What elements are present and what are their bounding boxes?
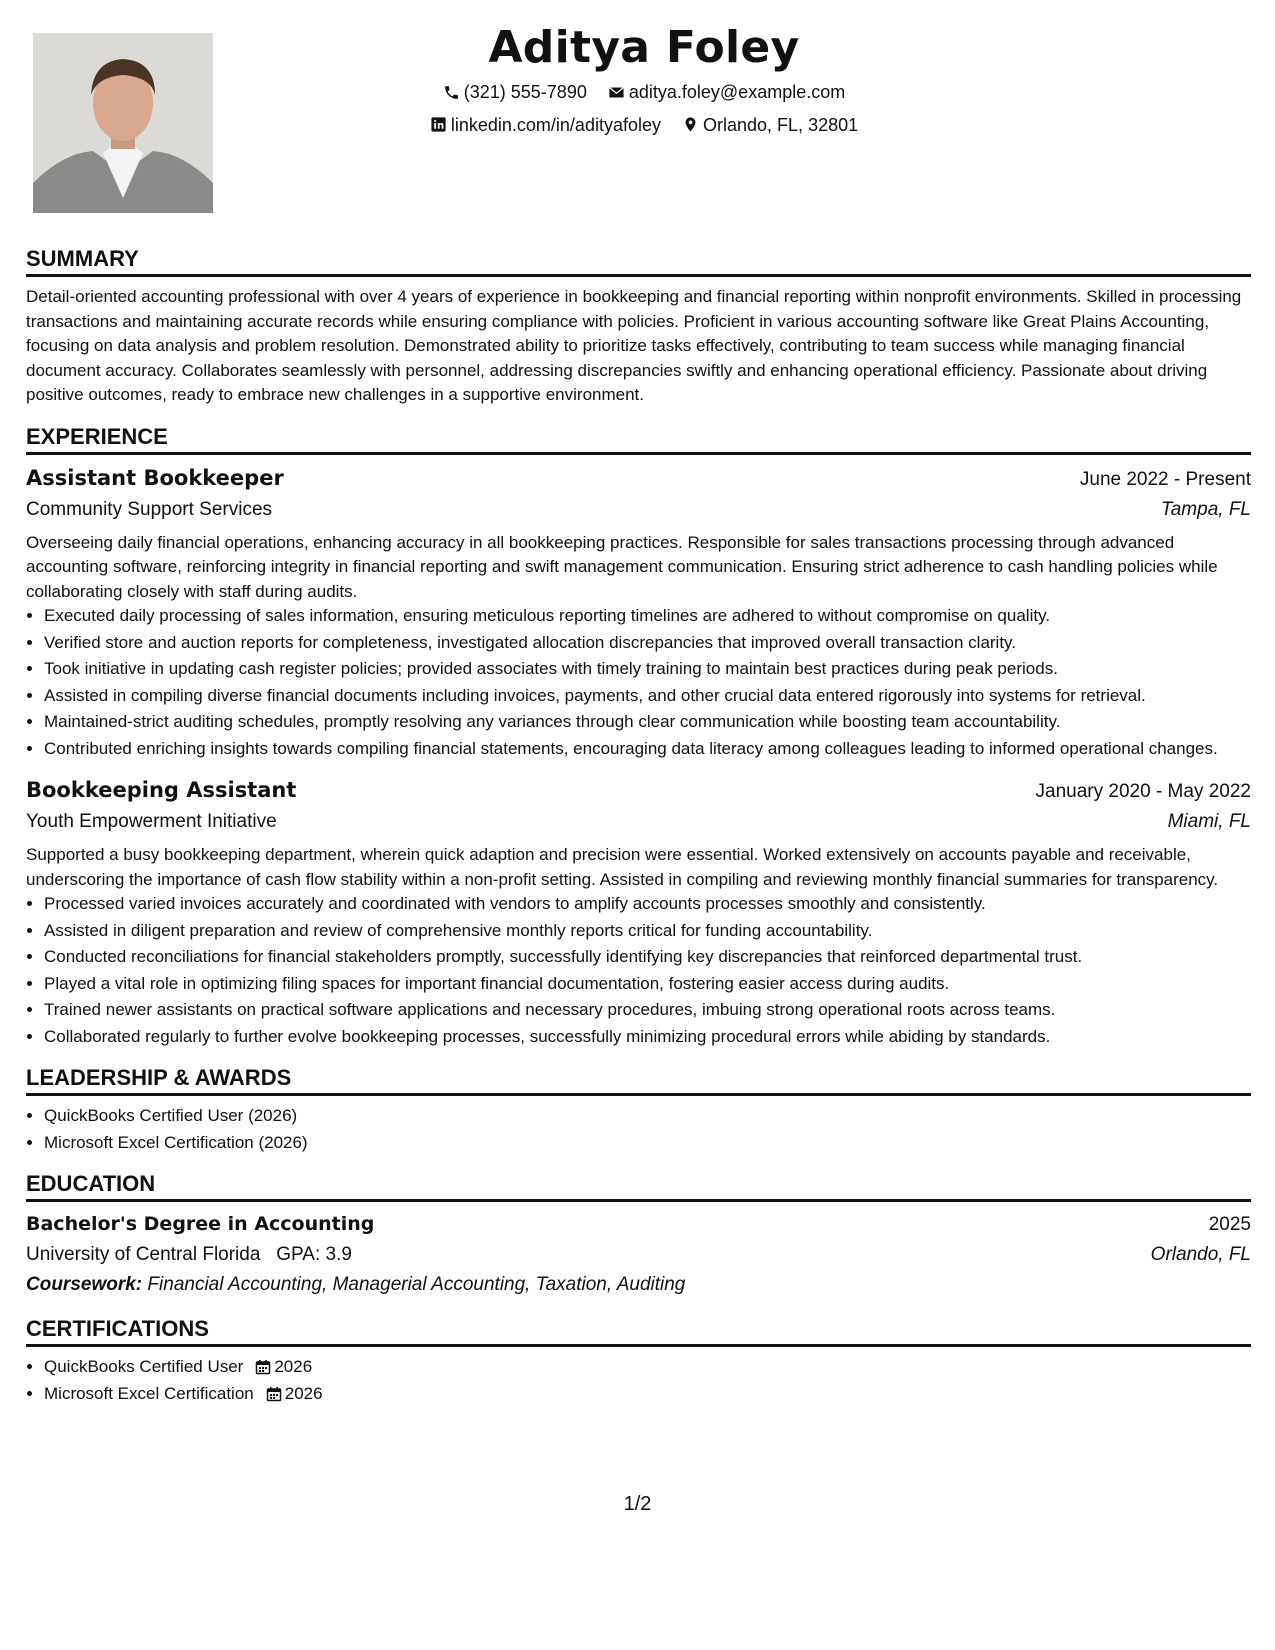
- education-heading: EDUCATION: [26, 1171, 1251, 1202]
- leadership-heading: LEADERSHIP & AWARDS: [26, 1065, 1251, 1096]
- gpa: GPA: 3.9: [276, 1244, 352, 1265]
- leadership-item: • Microsoft Excel Certification (2026): [44, 1131, 1251, 1156]
- job-bullet: • Executed daily processing of sales information, ensuring meticulous reporting timelines are adhered to without compromise on quality.: [44, 604, 1251, 629]
- phone-text: (321) 555-7890: [463, 82, 587, 102]
- job-dates: January 2020 - May 2022: [1035, 781, 1251, 802]
- degree-name: Bachelor's Degree in Accounting: [26, 1213, 375, 1235]
- job-bullet: • Trained newer assistants on practical software applications and necessary procedures, imbuing strong operational roots across teams.: [44, 998, 1251, 1023]
- school-name: University of Central Florida: [26, 1244, 261, 1265]
- education-section: [26, 1171, 1251, 1300]
- coursework-list: Financial Accounting, Managerial Accounting, Taxation, Auditing: [147, 1274, 686, 1295]
- profile-photo: [33, 33, 213, 213]
- job-bullet: • Played a vital role in optimizing filing spaces for important financial documentation, fostering easier access during audits.: [44, 972, 1251, 997]
- certification-date: [266, 1382, 323, 1407]
- job-bullet: • Conducted reconciliations for financial stakeholders promptly, successfully identifying key discrepancies that reinforced departmental trust.: [44, 945, 1251, 970]
- certifications-list: [26, 1355, 1251, 1406]
- linkedin-text: linkedin.com/in/adityafoley: [450, 114, 661, 135]
- candidate-name: Aditya Foley: [488, 22, 800, 73]
- job-bullet: • Assisted in diligent preparation and review of comprehensive monthly reports critical for funding accountability.: [44, 919, 1251, 944]
- certifications-heading: CERTIFICATIONS: [26, 1316, 1251, 1347]
- leadership-list: [26, 1104, 1251, 1155]
- certification-year: 2026: [284, 1383, 323, 1403]
- location-contact: [682, 113, 858, 137]
- job-title: Bookkeeping Assistant: [26, 778, 297, 802]
- job-bullet: • Assisted in compiling diverse financial documents including invoices, payments, and other crucial data entered rigorously into systems for retrieval.: [44, 684, 1251, 709]
- certification-item: [44, 1355, 1251, 1380]
- graduation-year: 2025: [1208, 1214, 1251, 1235]
- email-text: aditya.foley@example.com: [628, 82, 846, 102]
- job-bullet: • Maintained-strict auditing schedules, promptly resolving any variances through clear communication while boosting team accountability.: [44, 710, 1251, 735]
- coursework-label: Coursework:: [26, 1274, 143, 1295]
- job-bullets: [26, 892, 1251, 1049]
- resume-content: [26, 246, 1251, 1422]
- job-location: Tampa, FL: [1160, 498, 1251, 520]
- experience-heading: EXPERIENCE: [26, 424, 1251, 455]
- phone-icon: [443, 84, 460, 101]
- contact-line-2: [213, 113, 1075, 140]
- job-bullet: • Verified store and auction reports for completeness, investigated allocation discrepancies that improved overall transaction clarity.: [44, 631, 1251, 656]
- envelope-icon: [608, 84, 625, 101]
- calendar-icon: [255, 1359, 271, 1375]
- summary-text: Detail-oriented accounting professional with over 4 years of experience in bookkeeping and financial reporting within nonprofit environments. Skilled in processing transactions and maintaining accurate records while ensuring compliance with policies. Proficient in various accounting software like Great Plains Accounting, focusing on data analysis and problem resolution. Demonstrated ability to prioritize tasks effectively, contributing to team success while managing financial document accuracy. Collaborates seamlessly with personnel, addressing discrepancies swiftly and enhancing operational efficiency. Passionate about driving positive outcomes, ready to embrace new challenges in a supportive environment.: [26, 287, 1242, 404]
- phone-contact[interactable]: [443, 80, 587, 104]
- email-contact[interactable]: [608, 80, 845, 104]
- page-number: 1/2: [623, 1493, 652, 1515]
- job-bullet: • Took initiative in updating cash register policies; provided associates with timely training to maintain best practices during peak periods.: [44, 657, 1251, 682]
- certification-item: [44, 1382, 1251, 1407]
- job-bullets: [26, 604, 1251, 761]
- certification-year: 2026: [274, 1357, 313, 1376]
- leadership-section: [26, 1065, 1251, 1155]
- job-dates: June 2022 - Present: [1079, 468, 1251, 490]
- experience-section: [26, 424, 1251, 1050]
- job-description: Overseeing daily financial operations, enhancing accuracy in all bookkeeping practices. Responsible for sales transactions processing through advanced accounting software, reinforcing integrity in financial reporting and swift management communication. Ensuring strict adherence to cash handling policies while collaborating closely with staff during audits.: [26, 532, 1218, 601]
- job-title: Assistant Bookkeeper: [26, 465, 284, 490]
- portrait-image: [33, 33, 213, 213]
- location-text: Orlando, FL, 32801: [703, 114, 859, 135]
- school-location: Orlando, FL: [1150, 1244, 1251, 1265]
- job-location: Miami, FL: [1167, 811, 1251, 832]
- leadership-item: • QuickBooks Certified User (2026): [44, 1104, 1251, 1129]
- summary-heading: SUMMARY: [26, 246, 1251, 277]
- job-organization: Community Support Services: [26, 498, 273, 520]
- job-entry: [26, 463, 1251, 762]
- map-pin-icon: [682, 116, 699, 133]
- resume-header: [213, 22, 1075, 139]
- certification-date: [255, 1355, 312, 1380]
- job-organization: Youth Empowerment Initiative: [26, 811, 277, 832]
- job-entry: [26, 775, 1251, 1049]
- certification-name: • QuickBooks Certified User: [44, 1357, 244, 1376]
- certifications-section: [26, 1316, 1251, 1406]
- job-description: Supported a busy bookkeeping department, wherein quick adaption and precision were essential. Worked extensively on accounts payable and receivable, underscoring the importance of cash flow stability within a non-profit setting. Assisted in compiling and reviewing monthly financial summaries for transparency.: [26, 845, 1219, 889]
- contact-line-1: [213, 80, 1075, 107]
- certification-name: • Microsoft Excel Certification: [44, 1383, 254, 1403]
- job-bullet: • Contributed enriching insights towards compiling financial statements, encouraging data literacy among colleagues leading to informed operational changes.: [44, 737, 1251, 762]
- coursework-line: [26, 1270, 1251, 1300]
- summary-section: [26, 246, 1251, 408]
- linkedin-icon: [430, 116, 447, 133]
- linkedin-contact[interactable]: [430, 113, 661, 137]
- school-line: [26, 1240, 352, 1270]
- job-bullet: • Processed varied invoices accurately and coordinated with vendors to amplify accounts processes smoothly and consistently.: [44, 892, 1251, 917]
- job-bullet: • Collaborated regularly to further evolve bookkeeping processes, successfully minimizing procedural errors while abiding by standards.: [44, 1025, 1251, 1050]
- calendar-icon: [266, 1386, 282, 1402]
